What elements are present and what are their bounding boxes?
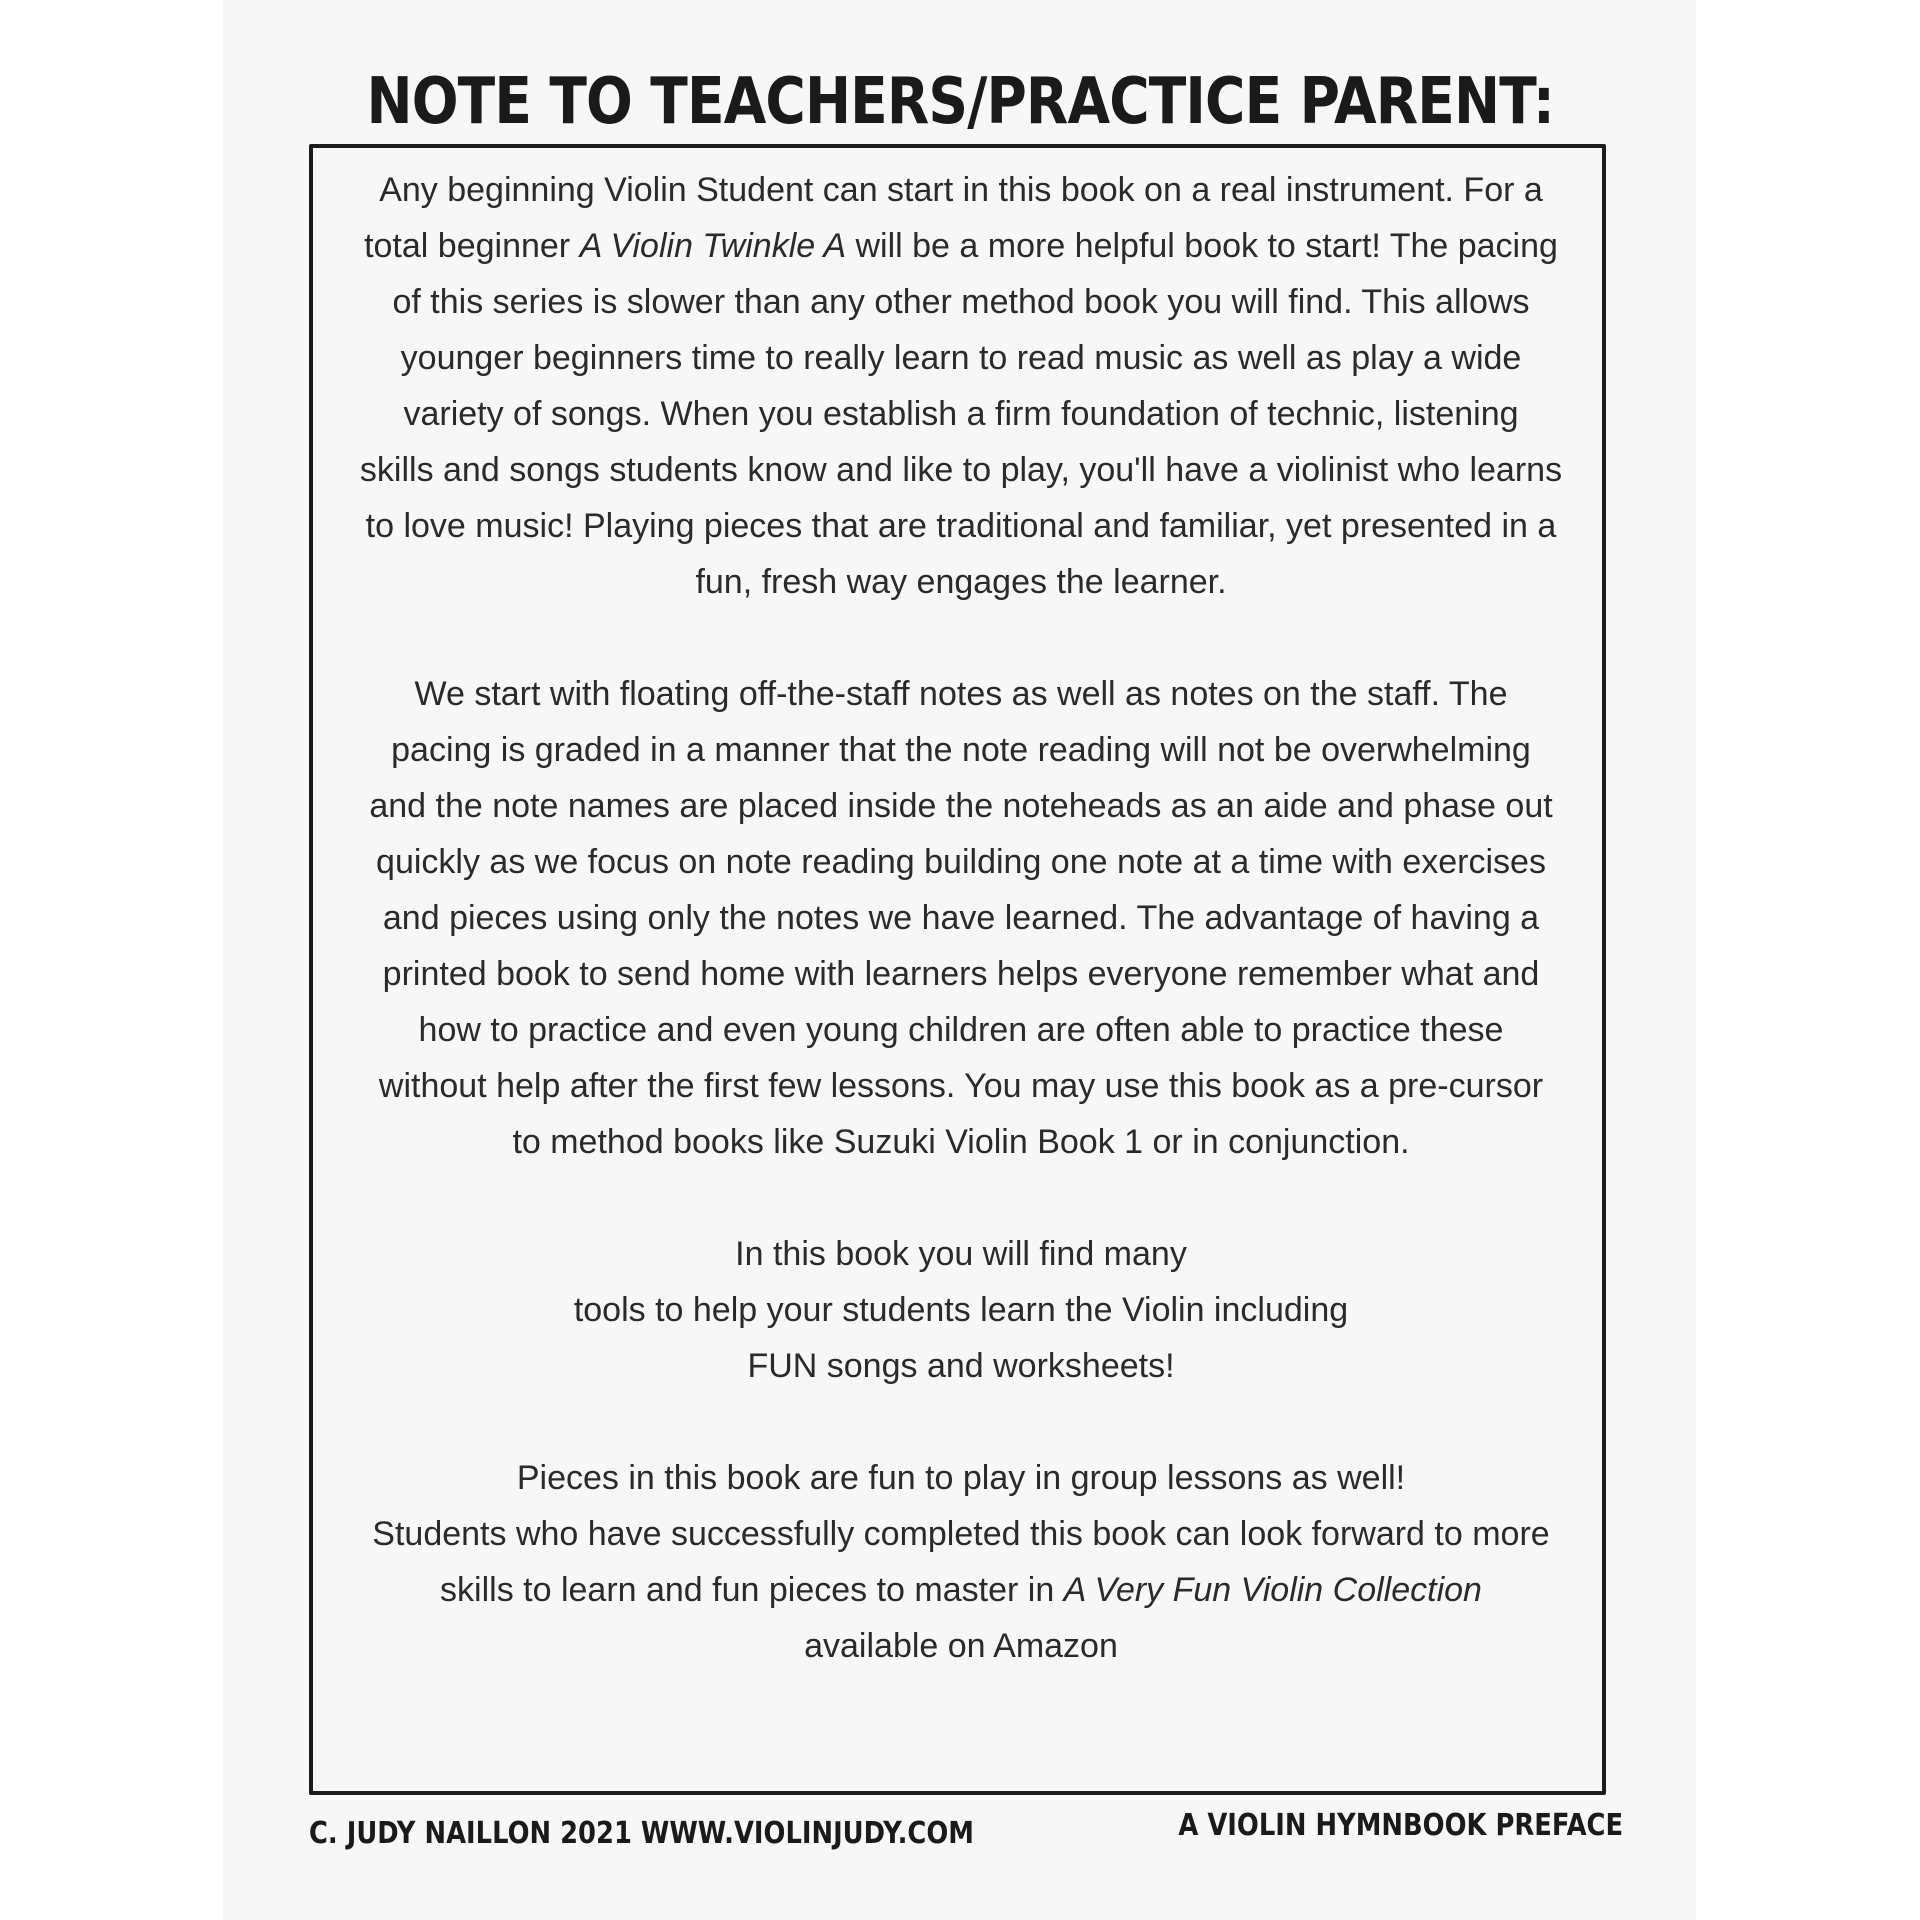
- text-line: to method books like Suzuki Violin Book 1 or in conjunction.: [512, 1123, 1410, 1161]
- text-line: tools to help your students learn the Violin including: [573, 1291, 1349, 1329]
- paragraph-notes: [320, 666, 1602, 1170]
- text-line: In this book you will find many: [735, 1235, 1187, 1273]
- text-line: and the note names are placed inside the noteheads as an aide and phase out: [369, 787, 1553, 825]
- text-fragment: total beginner: [364, 227, 580, 265]
- page-title: NOTE TO TEACHERS/PRACTICE PARENT:: [366, 65, 1555, 139]
- preface-text: [320, 162, 1602, 1674]
- footer-copyright: C. JUDY NAILLON 2021 WWW.VIOLINJUDY.COM: [309, 1816, 974, 1851]
- text-line: [320, 1562, 1602, 1618]
- text-line: Pieces in this book are fun to play in group lessons as well!: [516, 1459, 1406, 1497]
- text-line: We start with floating off-the-staff notes as well as notes on the staff. The: [414, 675, 1508, 713]
- text-line: skills and songs students know and like to play, you'll have a violinist who learns: [359, 451, 1563, 489]
- text-line: fun, fresh way engages the learner.: [695, 563, 1227, 601]
- text-line: without help after the first few lessons. You may use this book as a pre-cursor: [378, 1067, 1544, 1105]
- text-fragment: skills to learn and fun pieces to master in: [440, 1571, 1064, 1609]
- text-line: variety of songs. When you establish a firm foundation of technic, listening: [403, 395, 1519, 433]
- text-line: younger beginners time to really learn to read music as well as play a wide: [400, 339, 1522, 377]
- text-line: quickly as we focus on note reading building one note at a time with exercises: [376, 843, 1546, 881]
- text-line: available on Amazon: [804, 1627, 1118, 1665]
- text-line: to love music! Playing pieces that are traditional and familiar, yet presented in a: [365, 507, 1557, 545]
- paragraph-tools: [320, 1226, 1602, 1394]
- paragraph-next-steps: [320, 1450, 1602, 1674]
- text-line: FUN songs and worksheets!: [747, 1347, 1175, 1385]
- text-line: and pieces using only the notes we have learned. The advantage of having a: [382, 899, 1540, 937]
- book-title-twinkle: A Violin Twinkle A: [579, 227, 847, 265]
- text-line: of this series is slower than any other method book you will find. This allows: [392, 283, 1530, 321]
- text-fragment: will be a more helpful book to start! The pacing: [855, 227, 1558, 265]
- paragraph-intro: [320, 162, 1602, 610]
- text-line: [320, 218, 1602, 274]
- text-line: printed book to send home with learners helps everyone remember what and: [382, 955, 1540, 993]
- text-line: Students who have successfully completed this book can look forward to more: [372, 1515, 1550, 1553]
- text-line: pacing is graded in a manner that the note reading will not be overwhelming: [391, 731, 1531, 769]
- text-line: Any beginning Violin Student can start in this book on a real instrument. For a: [379, 171, 1543, 209]
- text-line: how to practice and even young children are often able to practice these: [418, 1011, 1504, 1049]
- footer-book-label: A VIOLIN HYMNBOOK PREFACE: [1178, 1808, 1623, 1843]
- book-title-fun-collection: A Very Fun Violin Collection: [1063, 1571, 1482, 1609]
